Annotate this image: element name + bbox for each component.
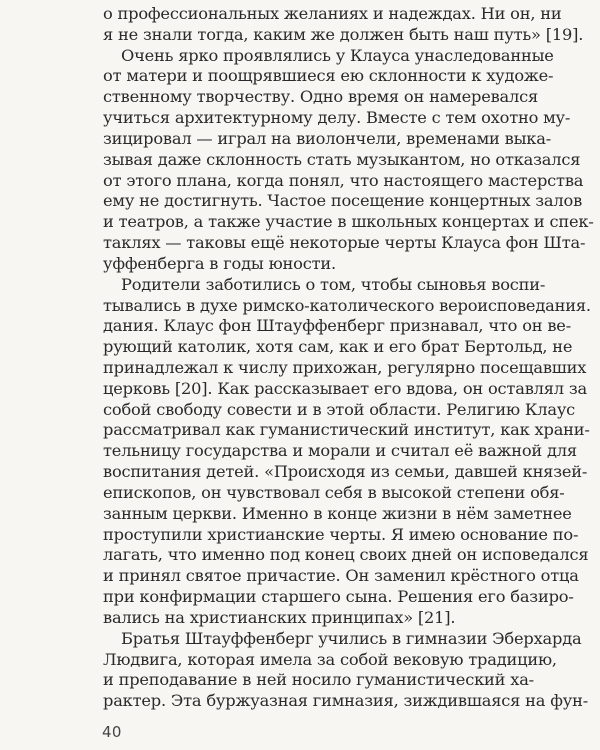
text-line: занным церкви. Именно в конце жизни в нём заметнее — [103, 503, 572, 523]
text-line: Людвига, которая имела за собой вековую традицию, — [103, 649, 557, 669]
text-line: рактер. Эта буржуазная гимназия, зиждившаяся на фун- — [103, 691, 588, 711]
text-line: воспитания детей. «Происходя из семьи, давшей князей- — [103, 462, 588, 482]
text-line: и театров, а также участие в школьных концертах и спек- — [103, 212, 594, 232]
text-line: церковь [20]. Как рассказывает его вдова, он оставлял за — [103, 378, 587, 398]
text-line: ственному творчеству. Одно время он намеревался — [103, 87, 539, 107]
text-line: епископов, он чувствовал себя в высокой степени обя- — [103, 482, 565, 502]
text-line: лагать, что именно под конец своих дней он исповедался — [103, 545, 589, 565]
page-number: 40 — [102, 723, 122, 741]
text-line: вались на христианских принципах» [21]. — [103, 607, 456, 627]
text-line: рующий католик, хотя сам, как и его брат Бертольд, не — [103, 337, 573, 357]
text-line: о профессиональных желаниях и надеждах. Ни он, ни — [103, 4, 562, 23]
text-line: зывая даже склонность стать музыкантом, но отказался — [103, 149, 581, 169]
text-line: тывались в духе римско-католического вероисповедания. — [103, 295, 591, 315]
text-line: от матери и поощрявшиеся ею склонности к художе- — [103, 66, 554, 86]
text-line: и преподавание в ней носило гуманистический ха- — [103, 670, 534, 690]
text-line: я не знали тогда, каким же должен быть наш путь» [19]. — [103, 24, 584, 44]
text-line: собой свободу совести и в этой области. Религию Клаус — [103, 399, 576, 419]
text-line: и принял святое причастие. Он заменил крёстного отца — [103, 566, 579, 586]
text-line: дания. Клаус фон Штауффенберг признавал, что он ве- — [103, 316, 571, 336]
text-line: ему не достигнуть. Частое посещение концертных залов — [103, 191, 583, 211]
text-line: от этого плана, когда понял, что настоящего мастерства — [103, 170, 584, 190]
text-line: зицировал — играл на виолончели, временами выка- — [103, 128, 552, 148]
text-line: таклях — таковы ещё некоторые черты Клауса фон Шта- — [103, 233, 586, 253]
text-line: проступили христианские черты. Я имею основание по- — [103, 524, 579, 544]
text-line: рассматривал как гуманистический институт, как храни- — [103, 420, 590, 440]
text-line: тельницу государства и морали и считал её важной для — [103, 441, 577, 461]
paragraph-first-line: Братья Штауффенберг учились в гимназии Эберхарда — [121, 628, 582, 648]
text-line: уффенберга в годы юности. — [103, 253, 336, 273]
text-line: принадлежал к числу прихожан, регулярно посещавших — [103, 358, 587, 377]
text-line: при конфирмации старшего сына. Решения его базиро- — [103, 587, 574, 607]
text-line: учиться архитектурному делу. Вместе с тем охотно му- — [103, 108, 571, 128]
paragraph-first-line: Родители заботились о том, чтобы сыновья воспи- — [121, 274, 546, 294]
paragraph-first-line: Очень ярко проявлялись у Клауса унаследованные — [121, 45, 554, 65]
